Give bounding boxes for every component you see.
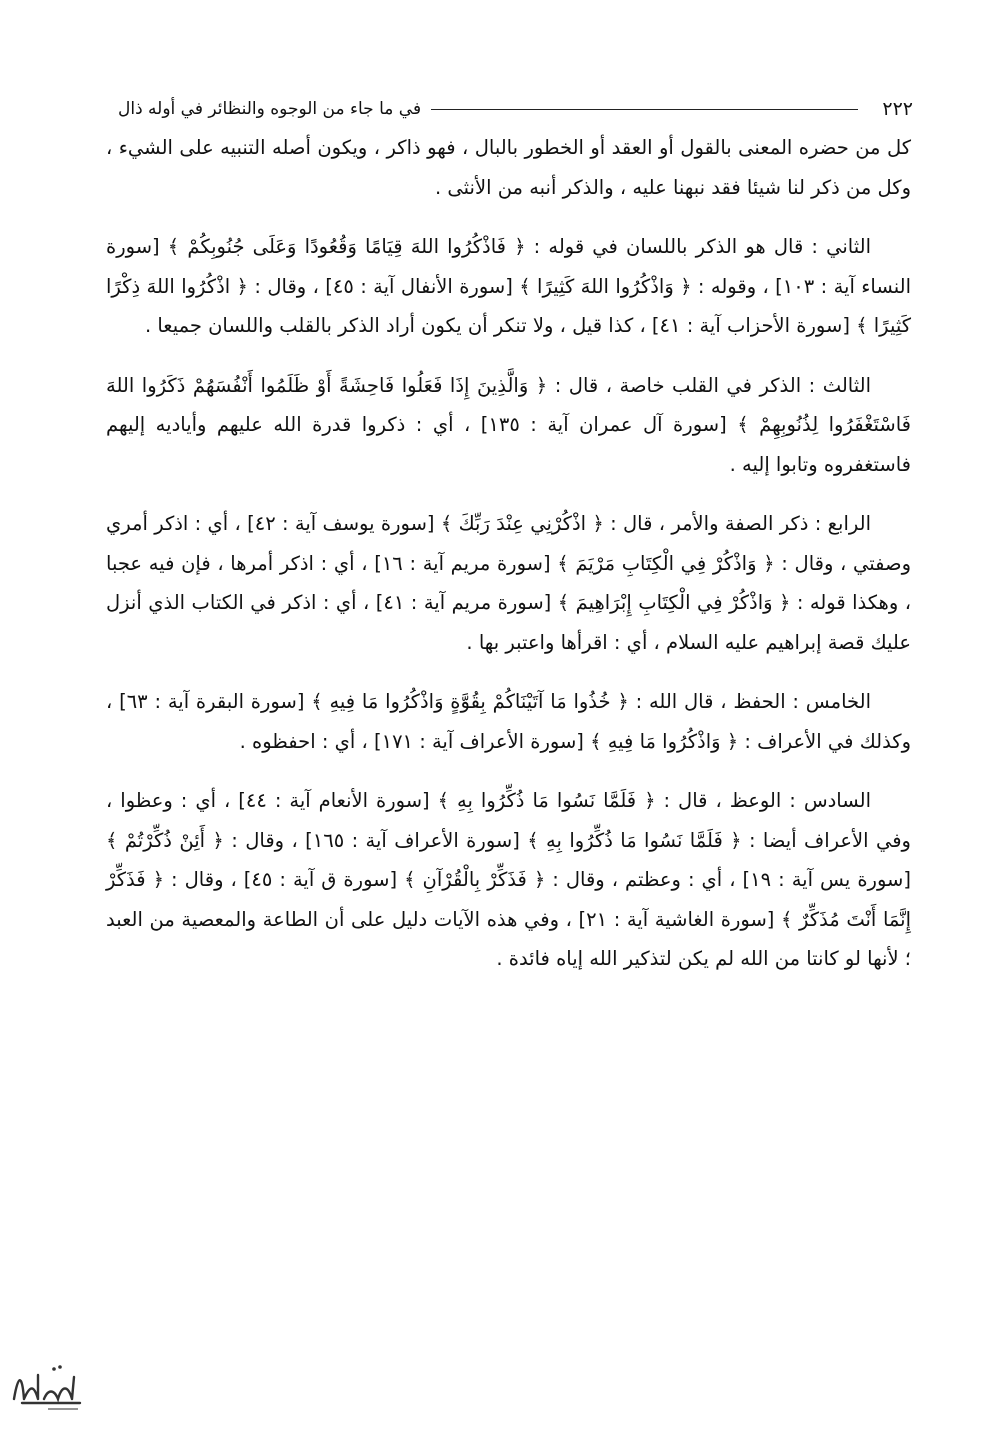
page-number: ٢٢٢ bbox=[882, 98, 913, 120]
library-stamp-logo bbox=[8, 1355, 88, 1417]
paragraph-5: الخامس : الحفظ ، قال الله : ﴿ خُذُوا مَا آتَيْنَاكُمْ بِقُوَّةٍ وَاذْكُرُوا مَا فِيهِ ﴾ [سورة البقرة آية : ٦٣] ، وكذلك في الأعراف : ﴿ وَاذْكُرُوا مَا فِيهِ ﴾ [سورة الأعراف آية : ١٧١] ، أي : احفظوه . bbox=[106, 690, 911, 753]
paragraph-6: السادس : الوعظ ، قال : ﴿ فَلَمَّا نَسُوا مَا ذُكِّرُوا بِهِ ﴾ [سورة الأنعام آية : ٤٤] ، أي : وعظوا ، وفي الأعراف أيضا : ﴿ فَلَمَّا نَسُوا مَا ذُكِّرُوا بِهِ ﴾ [سورة الأعراف آية : ١٦٥] ، وقال : ﴿ أَئِنْ ذُكِّرْتُمْ ﴾ [سورة يس آية : ١٩] ، أي : وعظتم ، وقال : ﴿ فَذَكِّرْ بِالْقُرْآنِ ﴾ [سورة ق آية : ٤٥] ، وقال : ﴿ فَذَكِّرْ إِنَّمَا أَنْتَ مُذَكِّرٌ ﴾ [سورة الغاشية آية : ٢١] ، وفي هذه الآيات دليل على أن الطاعة والمعصية من العبد ؛ لأنها لو كانتا من الله لم يكن لتذكير الله إياه فائدة . bbox=[106, 789, 912, 970]
paragraph-2: الثاني : قال هو الذكر باللسان في قوله : ﴿ فَاذْكُرُوا اللهَ قِيَامًا وَقُعُودًا وَعَلَى جُنُوبِكُمْ ﴾ [سورة النساء آية : ١٠٣] ، وقوله : ﴿ وَاذْكُرُوا اللهَ كَثِيرًا ﴾ [سورة الأنفال آية : ٤٥] ، وقال : ﴿ اذْكُرُوا اللهَ ذِكْرًا كَثِيرًا ﴾ [سورة الأحزاب آية : ٤١] ، كذا قيل ، ولا تنكر أن يكون أراد الذكر بالقلب واللسان جميعا . bbox=[106, 235, 912, 337]
body-text bbox=[106, 128, 911, 979]
running-title: في ما جاء من الوجوه والنظائر في أوله ذال bbox=[118, 99, 422, 119]
paragraph-4: الرابع : ذكر الصفة والأمر ، قال : ﴿ اذْكُرْنِي عِنْدَ رَبِّكَ ﴾ [سورة يوسف آية : ٤٢] ، أي : اذكر أمري وصفتي ، وقال : ﴿ وَاذْكُرْ فِي الْكِتَابِ مَرْيَمَ ﴾ [سورة مريم آية : ١٦] ، أي : اذكر أمرها ، فإن فيه عجبا ، وهكذا قوله : ﴿ وَاذْكُرْ فِي الْكِتَابِ إِبْرَاهِيمَ ﴾ [سورة مريم آية : ٤١] ، أي : اذكر في الكتاب الذي أنزل عليك قصة إبراهيم عليه السلام ، أي : اقرأها واعتبر بها . bbox=[106, 512, 912, 654]
paragraph-3: الثالث : الذكر في القلب خاصة ، قال : ﴿ وَالَّذِينَ إِذَا فَعَلُوا فَاحِشَةً أَوْ ظَلَمُوا أَنْفُسَهُمْ ذَكَرُوا اللهَ فَاسْتَغْفَرُوا لِذُنُوبِهِمْ ﴾ [سورة آل عمران آية : ١٣٥] ، أي : ذكروا قدرة الله عليهم وأياديه إليهم فاستغفروه وتابوا إليه . bbox=[106, 373, 911, 476]
paragraph-1: كل من حضره المعنى بالقول أو العقد أو الخطور بالبال ، فهو ذاكر ، ويكون أصله التنبيه على الشيء ، وكل من ذكر لنا شيئا فقد نبهنا عليه ، والذكر أنبه من الأنثى . bbox=[106, 136, 911, 199]
header-rule bbox=[431, 109, 858, 110]
page-header bbox=[118, 92, 913, 126]
